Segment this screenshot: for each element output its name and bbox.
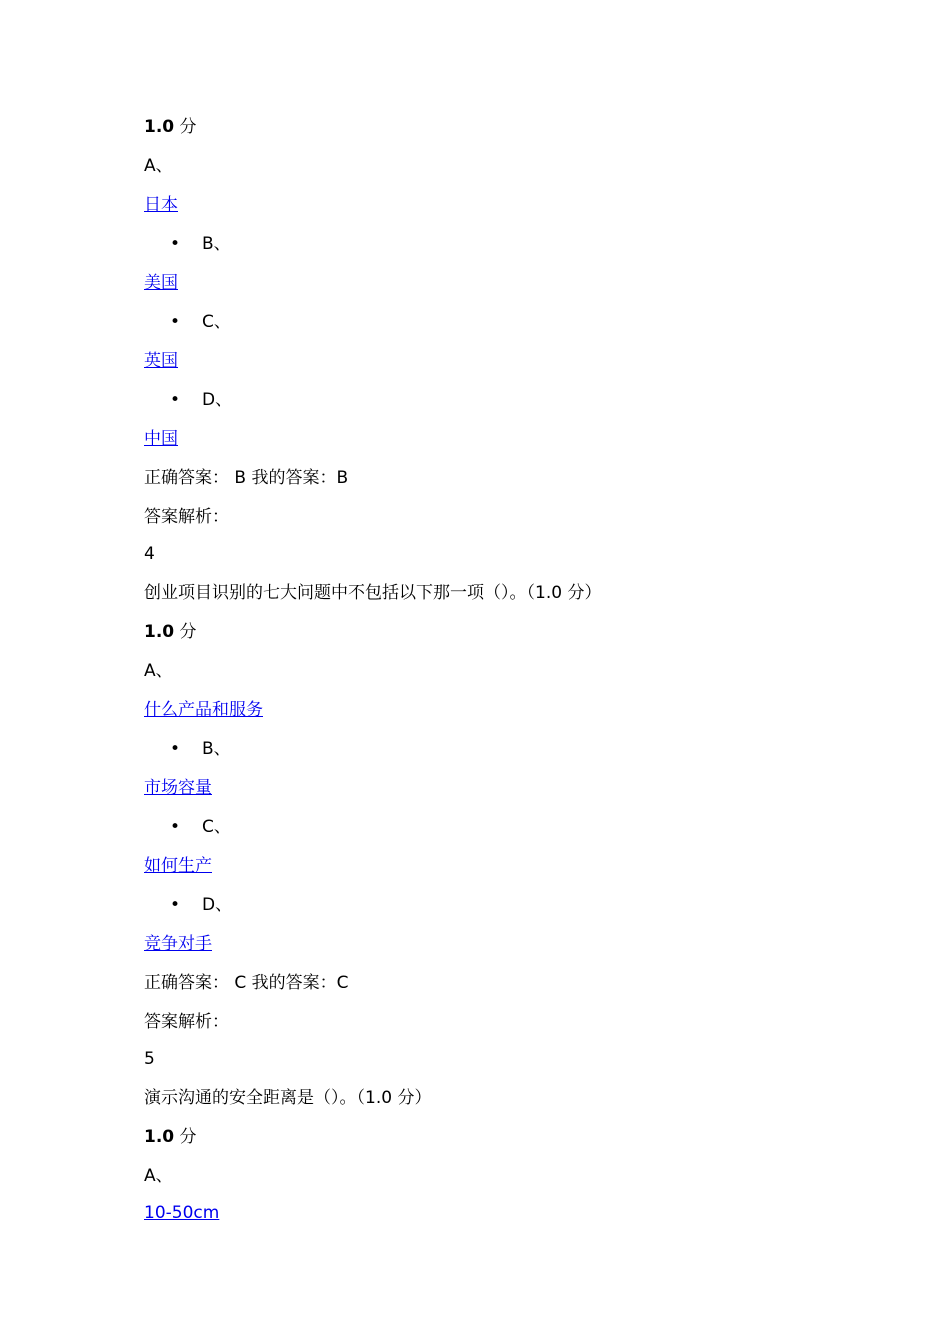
bullet-icon: •: [170, 739, 181, 759]
q3-option-c-link[interactable]: 英国: [144, 351, 178, 371]
q3-option-d-label: D、: [202, 390, 233, 410]
q4-option-c-item: [170, 816, 231, 838]
q3-option-d-item: [170, 389, 232, 411]
q4-analysis: 答案解析：: [144, 1012, 229, 1032]
q3-score-value: 1.0: [144, 117, 175, 137]
q5-score: [144, 1126, 197, 1148]
q3-option-c-label: C、: [202, 312, 231, 332]
q4-option-a-label: A、: [144, 661, 173, 681]
q3-option-a-link[interactable]: 日本: [144, 195, 178, 215]
bullet-icon: •: [170, 895, 181, 915]
q4-option-b-label: B、: [202, 739, 231, 759]
q4-option-a-link[interactable]: 什么产品和服务: [144, 700, 263, 720]
bullet-icon: •: [170, 390, 181, 410]
q3-option-b-label: B、: [202, 234, 231, 254]
q4-score-unit: 分: [179, 622, 197, 642]
q4-score-value: 1.0: [144, 622, 175, 642]
q5-score-value: 1.0: [144, 1127, 175, 1147]
q3-option-a-label: A、: [144, 156, 173, 176]
bullet-icon: •: [170, 312, 181, 332]
q4-option-d-label: D、: [202, 895, 233, 915]
q4-option-d-item: [170, 894, 232, 916]
q5-question: 演示沟通的安全距离是（）。（1.0 分）: [144, 1088, 432, 1108]
q3-option-c-item: [170, 311, 231, 333]
bullet-icon: •: [170, 817, 181, 837]
q3-option-b-item: [170, 233, 231, 255]
q3-analysis: 答案解析：: [144, 507, 229, 527]
q3-option-b-link[interactable]: 美国: [144, 273, 178, 293]
q4-option-d-link[interactable]: 竞争对手: [144, 934, 212, 954]
q4-number: 4: [144, 544, 155, 564]
q5-score-unit: 分: [179, 1127, 197, 1147]
q3-score: [144, 116, 197, 138]
q4-score: [144, 621, 197, 643]
q4-option-c-link[interactable]: 如何生产: [144, 856, 212, 876]
q5-option-a-label: A、: [144, 1166, 173, 1186]
q4-option-b-link[interactable]: 市场容量: [144, 778, 212, 798]
q4-option-b-item: [170, 738, 231, 760]
q3-score-unit: 分: [179, 117, 197, 137]
q4-question: 创业项目识别的七大问题中不包括以下那一项（）。（1.0 分）: [144, 583, 602, 603]
q5-option-a-link[interactable]: 10-50cm: [144, 1203, 220, 1223]
q4-answer: 正确答案： C 我的答案：C: [144, 973, 349, 993]
q3-answer: 正确答案： B 我的答案：B: [144, 468, 349, 488]
q4-option-c-label: C、: [202, 817, 231, 837]
q5-number: 5: [144, 1049, 155, 1069]
bullet-icon: •: [170, 234, 181, 254]
q3-option-d-link[interactable]: 中国: [144, 429, 178, 449]
